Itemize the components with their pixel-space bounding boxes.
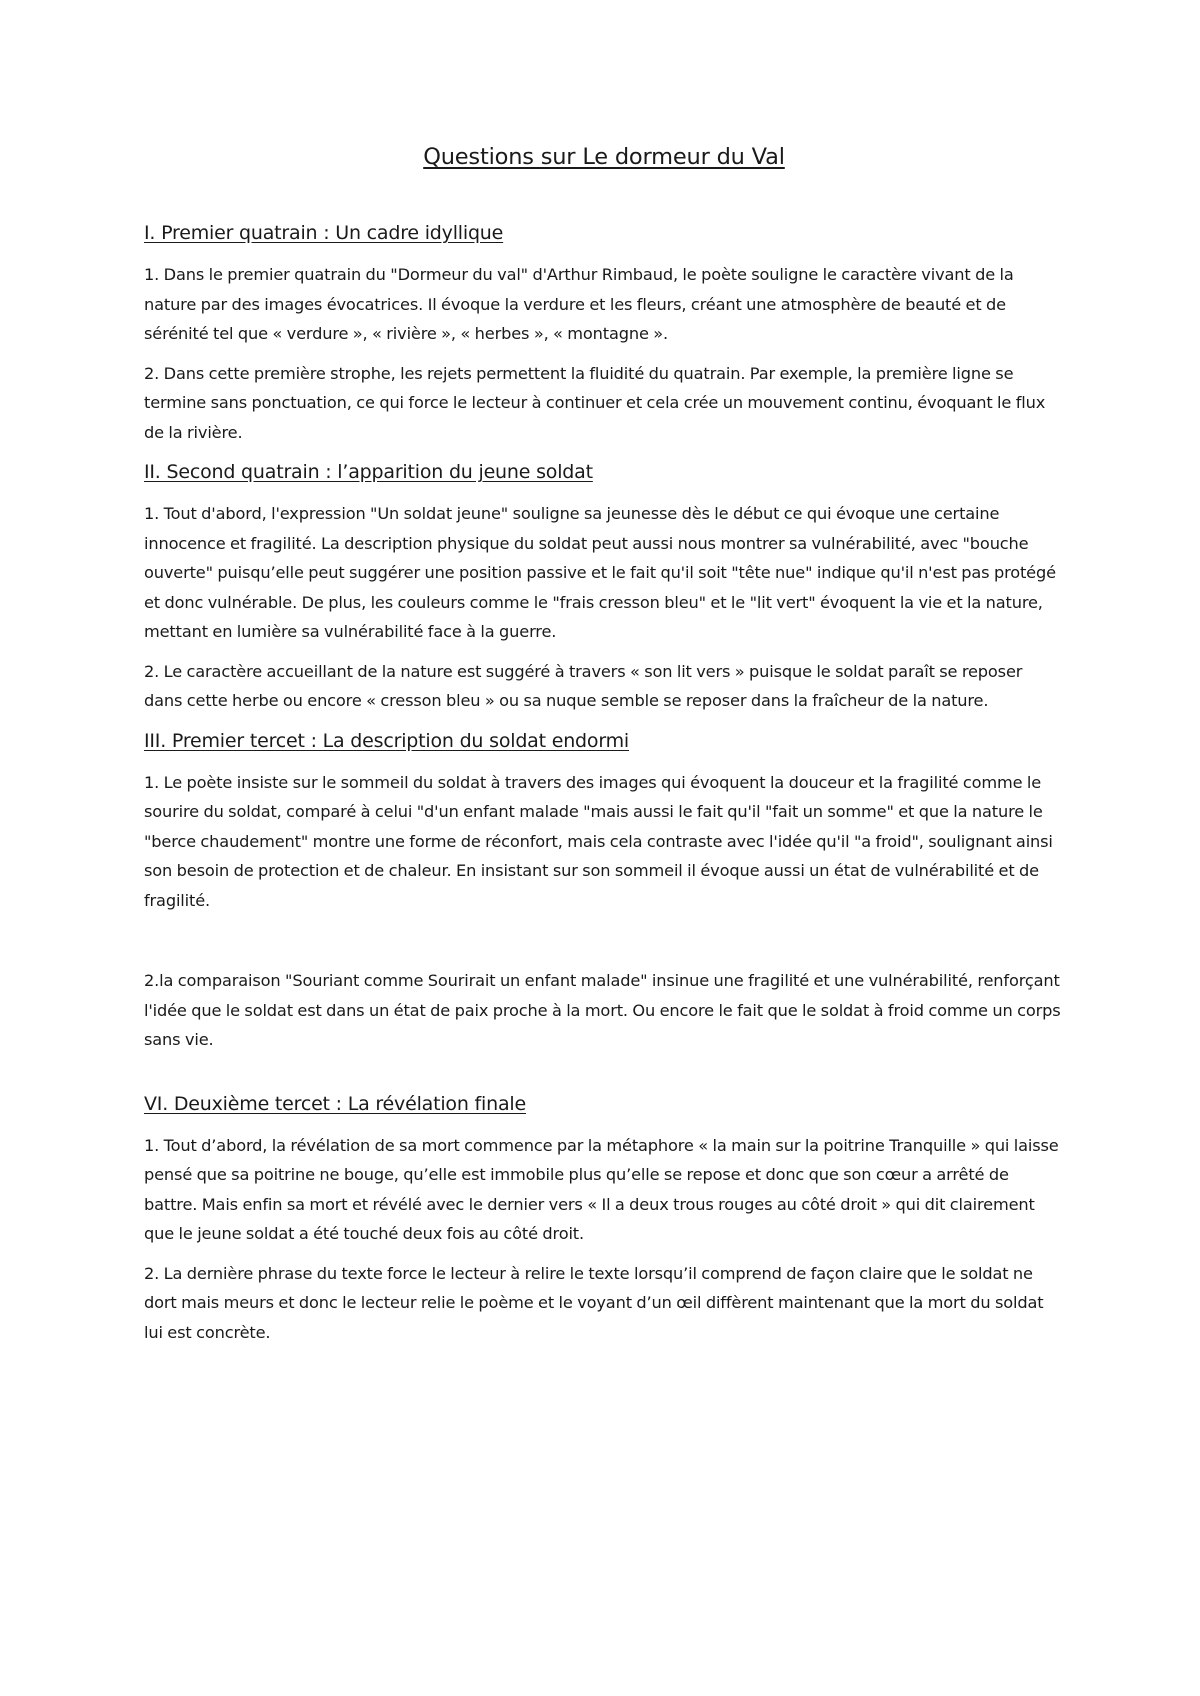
section-heading: II. Second quatrain : l’apparition du jeune soldat [144,461,593,483]
section-deuxieme-tercet [144,1093,1064,1348]
section-premier-tercet [144,730,1064,1055]
paragraph: 2.la comparaison "Souriant comme Sourirait un enfant malade" insinue une fragilité et une vulnérabilité, renforçant l'idée que le soldat est dans un état de paix proche à la mort. Ou encore le fait que le soldat à froid comme un corps sans vie. [144,971,1061,1049]
paragraph: 2. La dernière phrase du texte force le lecteur à relire le texte lorsqu’il comprend de façon claire que le soldat ne dort mais meurs et donc le lecteur relie le poème et le voyant d’un œil diffèrent maintenant que la mort du soldat lui est concrète. [144,1263,1044,1342]
paragraph: 1. Dans le premier quatrain du "Dormeur du val" d'Arthur Rimbaud, le poète souligne le caractère vivant de la nature par des images évocatrices. Il évoque la verdure et les fleurs, créant une atmosphère de beauté et de sérénité tel que « verdure », « rivière », « herbes », « montagne ». [144,265,1014,343]
section-premier-quatrain [144,222,1064,447]
paragraph: 2. Dans cette première strophe, les rejets permettent la fluidité du quatrain. Par exemple, la première ligne se termine sans ponctuation, ce qui force le lecteur à continuer et cela crée un mouvement continu, évoquant le flux de la rivière. [144,363,1046,442]
document-title: Questions sur Le dormeur du Val [423,144,785,170]
paragraph: 1. Le poète insiste sur le sommeil du soldat à travers des images qui évoquent la douceur et la fragilité comme le sourire du soldat, comparé à celui "d'un enfant malade "mais aussi le fait qu'il "fait un somme" et que la nature le "berce chaudement" montre une forme de réconfort, mais cela contraste avec l'idée qu'il "a froid", soulignant ainsi son besoin de protection et de chaleur. En insistant sur son sommeil il évoque aussi un état de vulnérabilité et de fragilité. [144,772,1053,910]
paragraph: 2. Le caractère accueillant de la nature est suggéré à travers « son lit vers » puisque le soldat paraît se reposer dans cette herbe ou encore « cresson bleu » ou sa nuque semble se reposer dans la fraîcheur de la nature. [144,661,1023,710]
section-heading: III. Premier tercet : La description du soldat endormi [144,729,629,752]
section-second-quatrain [144,461,1064,716]
paragraph: 1. Tout d’abord, la révélation de sa mort commence par la métaphore « la main sur la poitrine Tranquille » qui laisse pensé que sa poitrine ne bouge, qu’elle est immobile plus qu’elle se repose et donc que son cœur a arrêté de battre. Mais enfin sa mort et révélé avec le dernier vers « Il a deux trous rouges au côté droit » qui dit clairement que le jeune soldat a été touché deux fois au côté droit. [144,1135,1059,1243]
paragraph: 1. Tout d'abord, l'expression "Un soldat jeune" souligne sa jeunesse dès le début ce qui évoque une certaine innocence et fragilité. La description physique du soldat peut aussi nous montrer sa vulnérabilité, avec "bouche ouverte" puisqu’elle peut suggérer une position passive et le fait qu'il soit "tête nue" indique qu'il n'est pas protégé et donc vulnérable. De plus, les couleurs comme le "frais cresson bleu" et le "lit vert" évoquent la vie et la nature, mettant en lumière sa vulnérabilité face à la guerre. [144,504,1056,641]
section-heading: VI. Deuxième tercet : La révélation finale [144,1092,526,1115]
section-heading: I. Premier quatrain : Un cadre idyllique [144,222,504,244]
